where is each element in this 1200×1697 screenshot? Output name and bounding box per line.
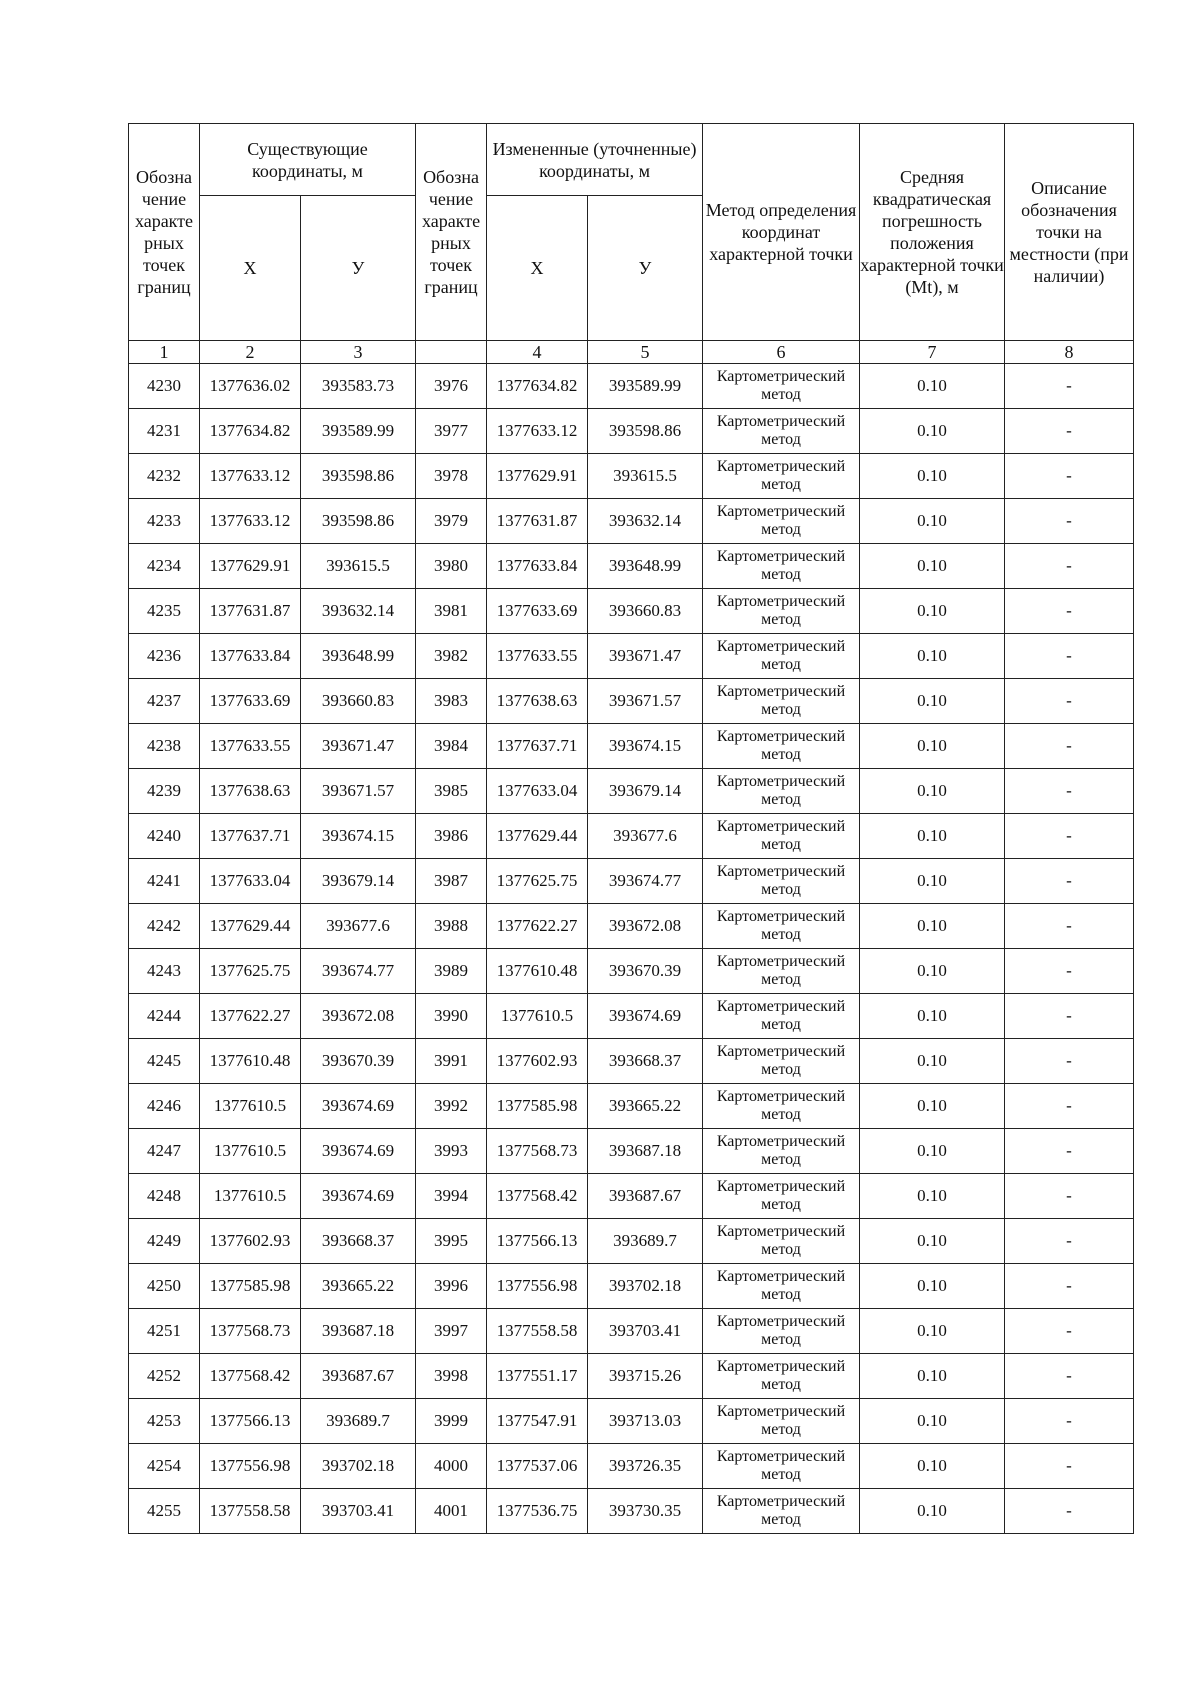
changed-y-cell: 393670.39: [588, 949, 703, 994]
changed-x-cell: 1377537.06: [487, 1444, 588, 1489]
table-row: [129, 949, 1134, 994]
changed-x-cell: 1377610.48: [487, 949, 588, 994]
method-cell: Картометрический метод: [703, 949, 860, 994]
new-point-designation-cell: 3991: [416, 1039, 487, 1084]
table-body: [129, 364, 1134, 1534]
table-row: [129, 859, 1134, 904]
existing-x-cell: 1377568.73: [200, 1309, 301, 1354]
changed-y-cell: 393674.15: [588, 724, 703, 769]
existing-x-cell: 1377566.13: [200, 1399, 301, 1444]
existing-x-cell: 1377568.42: [200, 1354, 301, 1399]
table-row: [129, 364, 1134, 409]
method-cell: Картометрический метод: [703, 364, 860, 409]
point-designation-cell: 4240: [129, 814, 200, 859]
point-designation-cell: 4254: [129, 1444, 200, 1489]
error-cell: 0.10: [860, 724, 1005, 769]
description-cell: -: [1005, 724, 1134, 769]
column-number: 3: [301, 341, 416, 364]
changed-x-cell: 1377568.73: [487, 1129, 588, 1174]
changed-y-cell: 393689.7: [588, 1219, 703, 1264]
method-cell: Картометрический метод: [703, 1129, 860, 1174]
error-cell: 0.10: [860, 904, 1005, 949]
table-row: [129, 679, 1134, 724]
point-designation-cell: 4233: [129, 499, 200, 544]
changed-y-cell: 393730.35: [588, 1489, 703, 1534]
method-cell: Картометрический метод: [703, 859, 860, 904]
existing-y-cell: 393703.41: [301, 1489, 416, 1534]
table-row: [129, 1489, 1134, 1534]
method-cell: Картометрический метод: [703, 724, 860, 769]
error-cell: 0.10: [860, 544, 1005, 589]
existing-y-cell: 393668.37: [301, 1219, 416, 1264]
point-designation-cell: 4250: [129, 1264, 200, 1309]
description-cell: -: [1005, 1354, 1134, 1399]
description-cell: -: [1005, 1039, 1134, 1084]
new-point-designation-cell: 3984: [416, 724, 487, 769]
existing-x-cell: 1377633.84: [200, 634, 301, 679]
changed-y-cell: 393687.18: [588, 1129, 703, 1174]
existing-x-cell: 1377633.69: [200, 679, 301, 724]
column-number: 1: [129, 341, 200, 364]
table-header: [129, 124, 1134, 364]
table-row: [129, 1039, 1134, 1084]
changed-x-cell: 1377629.91: [487, 454, 588, 499]
new-point-designation-cell: 3978: [416, 454, 487, 499]
new-point-designation-cell: 3983: [416, 679, 487, 724]
existing-x-cell: 1377610.5: [200, 1129, 301, 1174]
table-row: [129, 1219, 1134, 1264]
description-cell: -: [1005, 1174, 1134, 1219]
description-cell: -: [1005, 1399, 1134, 1444]
changed-y-cell: 393598.86: [588, 409, 703, 454]
method-cell: Картометрический метод: [703, 1444, 860, 1489]
point-designation-cell: 4234: [129, 544, 200, 589]
existing-x-cell: 1377631.87: [200, 589, 301, 634]
changed-y-cell: 393674.77: [588, 859, 703, 904]
table-row: [129, 1129, 1134, 1174]
header-method: Метод определения координат характерной точки: [703, 124, 860, 341]
changed-x-cell: 1377633.04: [487, 769, 588, 814]
new-point-designation-cell: 3982: [416, 634, 487, 679]
changed-y-cell: 393715.26: [588, 1354, 703, 1399]
new-point-designation-cell: 3985: [416, 769, 487, 814]
existing-x-cell: 1377636.02: [200, 364, 301, 409]
header-changed-y: У: [588, 196, 703, 341]
column-number: 4: [487, 341, 588, 364]
existing-x-cell: 1377637.71: [200, 814, 301, 859]
existing-x-cell: 1377634.82: [200, 409, 301, 454]
changed-y-cell: 393665.22: [588, 1084, 703, 1129]
changed-y-cell: 393687.67: [588, 1174, 703, 1219]
description-cell: -: [1005, 1489, 1134, 1534]
point-designation-cell: 4238: [129, 724, 200, 769]
table-row: [129, 589, 1134, 634]
description-cell: -: [1005, 679, 1134, 724]
description-cell: -: [1005, 1309, 1134, 1354]
changed-x-cell: 1377631.87: [487, 499, 588, 544]
error-cell: 0.10: [860, 949, 1005, 994]
existing-y-cell: 393671.57: [301, 769, 416, 814]
existing-y-cell: 393598.86: [301, 499, 416, 544]
new-point-designation-cell: 3986: [416, 814, 487, 859]
description-cell: -: [1005, 454, 1134, 499]
new-point-designation-cell: 3987: [416, 859, 487, 904]
point-designation-cell: 4255: [129, 1489, 200, 1534]
changed-x-cell: 1377625.75: [487, 859, 588, 904]
table-row: [129, 1399, 1134, 1444]
point-designation-cell: 4252: [129, 1354, 200, 1399]
new-point-designation-cell: 3999: [416, 1399, 487, 1444]
method-cell: Картометрический метод: [703, 904, 860, 949]
existing-y-cell: 393589.99: [301, 409, 416, 454]
method-cell: Картометрический метод: [703, 769, 860, 814]
changed-x-cell: 1377568.42: [487, 1174, 588, 1219]
table-row: [129, 499, 1134, 544]
changed-y-cell: 393589.99: [588, 364, 703, 409]
changed-x-cell: 1377585.98: [487, 1084, 588, 1129]
changed-y-cell: 393671.47: [588, 634, 703, 679]
new-point-designation-cell: 3979: [416, 499, 487, 544]
new-point-designation-cell: 3989: [416, 949, 487, 994]
description-cell: -: [1005, 634, 1134, 679]
changed-y-cell: 393713.03: [588, 1399, 703, 1444]
column-number: 7: [860, 341, 1005, 364]
error-cell: 0.10: [860, 1084, 1005, 1129]
method-cell: Картометрический метод: [703, 544, 860, 589]
new-point-designation-cell: 3996: [416, 1264, 487, 1309]
existing-y-cell: 393687.18: [301, 1309, 416, 1354]
existing-y-cell: 393671.47: [301, 724, 416, 769]
method-cell: Картометрический метод: [703, 1399, 860, 1444]
existing-y-cell: 393660.83: [301, 679, 416, 724]
existing-y-cell: 393674.77: [301, 949, 416, 994]
description-cell: -: [1005, 589, 1134, 634]
changed-y-cell: 393632.14: [588, 499, 703, 544]
description-cell: -: [1005, 364, 1134, 409]
changed-x-cell: 1377556.98: [487, 1264, 588, 1309]
header-existing-x: Х: [200, 196, 301, 341]
changed-x-cell: 1377633.12: [487, 409, 588, 454]
error-cell: 0.10: [860, 769, 1005, 814]
error-cell: 0.10: [860, 634, 1005, 679]
table-row: [129, 994, 1134, 1039]
description-cell: -: [1005, 1444, 1134, 1489]
error-cell: 0.10: [860, 409, 1005, 454]
description-cell: -: [1005, 814, 1134, 859]
changed-x-cell: 1377633.69: [487, 589, 588, 634]
existing-x-cell: 1377610.48: [200, 1039, 301, 1084]
new-point-designation-cell: 3990: [416, 994, 487, 1039]
existing-x-cell: 1377629.91: [200, 544, 301, 589]
column-number: 2: [200, 341, 301, 364]
table-row: [129, 634, 1134, 679]
table-row: [129, 409, 1134, 454]
error-cell: 0.10: [860, 1129, 1005, 1174]
description-cell: -: [1005, 544, 1134, 589]
point-designation-cell: 4239: [129, 769, 200, 814]
method-cell: Картометрический метод: [703, 1039, 860, 1084]
new-point-designation-cell: 3980: [416, 544, 487, 589]
changed-y-cell: 393674.69: [588, 994, 703, 1039]
header-description: Описание обозначения точки на местности (при наличии): [1005, 124, 1134, 341]
method-cell: Картометрический метод: [703, 1174, 860, 1219]
point-designation-cell: 4235: [129, 589, 200, 634]
existing-x-cell: 1377629.44: [200, 904, 301, 949]
error-cell: 0.10: [860, 1219, 1005, 1264]
new-point-designation-cell: 3998: [416, 1354, 487, 1399]
header-existing-y: У: [301, 196, 416, 341]
method-cell: Картометрический метод: [703, 994, 860, 1039]
changed-y-cell: 393615.5: [588, 454, 703, 499]
new-point-designation-cell: 4000: [416, 1444, 487, 1489]
existing-x-cell: 1377556.98: [200, 1444, 301, 1489]
changed-x-cell: 1377629.44: [487, 814, 588, 859]
method-cell: Картометрический метод: [703, 634, 860, 679]
changed-x-cell: 1377602.93: [487, 1039, 588, 1084]
existing-x-cell: 1377633.12: [200, 499, 301, 544]
existing-y-cell: 393674.69: [301, 1174, 416, 1219]
new-point-designation-cell: 3997: [416, 1309, 487, 1354]
point-designation-cell: 4241: [129, 859, 200, 904]
existing-x-cell: 1377633.55: [200, 724, 301, 769]
table-row: [129, 454, 1134, 499]
description-cell: -: [1005, 409, 1134, 454]
error-cell: 0.10: [860, 1039, 1005, 1084]
existing-y-cell: 393598.86: [301, 454, 416, 499]
point-designation-cell: 4230: [129, 364, 200, 409]
description-cell: -: [1005, 994, 1134, 1039]
column-number: [416, 341, 487, 364]
table-row: [129, 769, 1134, 814]
existing-y-cell: 393615.5: [301, 544, 416, 589]
existing-x-cell: 1377610.5: [200, 1174, 301, 1219]
existing-x-cell: 1377633.12: [200, 454, 301, 499]
method-cell: Картометрический метод: [703, 499, 860, 544]
method-cell: Картометрический метод: [703, 1219, 860, 1264]
description-cell: -: [1005, 1129, 1134, 1174]
table-row: [129, 814, 1134, 859]
existing-y-cell: 393687.67: [301, 1354, 416, 1399]
existing-y-cell: 393677.6: [301, 904, 416, 949]
error-cell: 0.10: [860, 1489, 1005, 1534]
changed-x-cell: 1377622.27: [487, 904, 588, 949]
existing-x-cell: 1377633.04: [200, 859, 301, 904]
existing-y-cell: 393689.7: [301, 1399, 416, 1444]
header-existing-coordinates: Существующие координаты, м: [200, 124, 416, 196]
new-point-designation-cell: 3993: [416, 1129, 487, 1174]
column-number: 5: [588, 341, 703, 364]
error-cell: 0.10: [860, 1174, 1005, 1219]
error-cell: 0.10: [860, 499, 1005, 544]
changed-y-cell: 393677.6: [588, 814, 703, 859]
existing-y-cell: 393672.08: [301, 994, 416, 1039]
new-point-designation-cell: 3981: [416, 589, 487, 634]
method-cell: Картометрический метод: [703, 409, 860, 454]
error-cell: 0.10: [860, 454, 1005, 499]
header-error: Средняя квадратическая погрешность положения характерной точки (Мt), м: [860, 124, 1005, 341]
description-cell: -: [1005, 769, 1134, 814]
column-number: 8: [1005, 341, 1134, 364]
changed-y-cell: 393672.08: [588, 904, 703, 949]
changed-y-cell: 393703.41: [588, 1309, 703, 1354]
existing-y-cell: 393679.14: [301, 859, 416, 904]
changed-x-cell: 1377536.75: [487, 1489, 588, 1534]
table-row: [129, 1354, 1134, 1399]
column-number: 6: [703, 341, 860, 364]
new-point-designation-cell: 3995: [416, 1219, 487, 1264]
header-changed-coordinates: Измененные (уточненные) координаты, м: [487, 124, 703, 196]
point-designation-cell: 4236: [129, 634, 200, 679]
error-cell: 0.10: [860, 589, 1005, 634]
changed-y-cell: 393702.18: [588, 1264, 703, 1309]
existing-x-cell: 1377558.58: [200, 1489, 301, 1534]
description-cell: -: [1005, 1084, 1134, 1129]
point-designation-cell: 4231: [129, 409, 200, 454]
table-row: [129, 1444, 1134, 1489]
error-cell: 0.10: [860, 679, 1005, 724]
error-cell: 0.10: [860, 1264, 1005, 1309]
description-cell: -: [1005, 1219, 1134, 1264]
error-cell: 0.10: [860, 1354, 1005, 1399]
changed-y-cell: 393648.99: [588, 544, 703, 589]
point-designation-cell: 4244: [129, 994, 200, 1039]
table-row: [129, 1264, 1134, 1309]
method-cell: Картометрический метод: [703, 679, 860, 724]
changed-y-cell: 393660.83: [588, 589, 703, 634]
table-row: [129, 1309, 1134, 1354]
point-designation-cell: 4232: [129, 454, 200, 499]
method-cell: Картометрический метод: [703, 814, 860, 859]
existing-x-cell: 1377625.75: [200, 949, 301, 994]
method-cell: Картометрический метод: [703, 1309, 860, 1354]
description-cell: -: [1005, 1264, 1134, 1309]
error-cell: 0.10: [860, 859, 1005, 904]
existing-y-cell: 393670.39: [301, 1039, 416, 1084]
table-row: [129, 724, 1134, 769]
header-designation-2: Обозна чение характе рных точек границ: [416, 124, 487, 341]
error-cell: 0.10: [860, 1309, 1005, 1354]
table-row: [129, 1174, 1134, 1219]
existing-x-cell: 1377610.5: [200, 1084, 301, 1129]
changed-x-cell: 1377637.71: [487, 724, 588, 769]
changed-x-cell: 1377547.91: [487, 1399, 588, 1444]
point-designation-cell: 4247: [129, 1129, 200, 1174]
header-changed-x: Х: [487, 196, 588, 341]
description-cell: -: [1005, 949, 1134, 994]
new-point-designation-cell: 3976: [416, 364, 487, 409]
method-cell: Картометрический метод: [703, 1264, 860, 1309]
existing-x-cell: 1377602.93: [200, 1219, 301, 1264]
method-cell: Картометрический метод: [703, 589, 860, 634]
existing-y-cell: 393632.14: [301, 589, 416, 634]
table-row: [129, 904, 1134, 949]
description-cell: -: [1005, 904, 1134, 949]
existing-y-cell: 393702.18: [301, 1444, 416, 1489]
error-cell: 0.10: [860, 1399, 1005, 1444]
coordinates-table: [128, 123, 1134, 1534]
new-point-designation-cell: 3977: [416, 409, 487, 454]
existing-y-cell: 393648.99: [301, 634, 416, 679]
method-cell: Картометрический метод: [703, 454, 860, 499]
changed-y-cell: 393671.57: [588, 679, 703, 724]
changed-y-cell: 393668.37: [588, 1039, 703, 1084]
new-point-designation-cell: 3994: [416, 1174, 487, 1219]
changed-y-cell: 393679.14: [588, 769, 703, 814]
table-row: [129, 1084, 1134, 1129]
error-cell: 0.10: [860, 994, 1005, 1039]
point-designation-cell: 4243: [129, 949, 200, 994]
method-cell: Картометрический метод: [703, 1354, 860, 1399]
point-designation-cell: 4253: [129, 1399, 200, 1444]
point-designation-cell: 4246: [129, 1084, 200, 1129]
column-numbers-row: [129, 341, 1134, 364]
description-cell: -: [1005, 859, 1134, 904]
existing-y-cell: 393583.73: [301, 364, 416, 409]
changed-x-cell: 1377558.58: [487, 1309, 588, 1354]
table-row: [129, 544, 1134, 589]
point-designation-cell: 4251: [129, 1309, 200, 1354]
header-designation: Обозна чение характе рных точек границ: [129, 124, 200, 341]
existing-x-cell: 1377622.27: [200, 994, 301, 1039]
point-designation-cell: 4249: [129, 1219, 200, 1264]
existing-y-cell: 393665.22: [301, 1264, 416, 1309]
point-designation-cell: 4242: [129, 904, 200, 949]
changed-x-cell: 1377638.63: [487, 679, 588, 724]
changed-x-cell: 1377633.84: [487, 544, 588, 589]
method-cell: Картометрический метод: [703, 1084, 860, 1129]
point-designation-cell: 4248: [129, 1174, 200, 1219]
description-cell: -: [1005, 499, 1134, 544]
existing-x-cell: 1377638.63: [200, 769, 301, 814]
existing-y-cell: 393674.69: [301, 1084, 416, 1129]
point-designation-cell: 4237: [129, 679, 200, 724]
changed-x-cell: 1377610.5: [487, 994, 588, 1039]
existing-y-cell: 393674.69: [301, 1129, 416, 1174]
error-cell: 0.10: [860, 364, 1005, 409]
existing-y-cell: 393674.15: [301, 814, 416, 859]
point-designation-cell: 4245: [129, 1039, 200, 1084]
existing-x-cell: 1377585.98: [200, 1264, 301, 1309]
error-cell: 0.10: [860, 814, 1005, 859]
changed-x-cell: 1377551.17: [487, 1354, 588, 1399]
changed-x-cell: 1377566.13: [487, 1219, 588, 1264]
changed-y-cell: 393726.35: [588, 1444, 703, 1489]
changed-x-cell: 1377634.82: [487, 364, 588, 409]
new-point-designation-cell: 3992: [416, 1084, 487, 1129]
changed-x-cell: 1377633.55: [487, 634, 588, 679]
method-cell: Картометрический метод: [703, 1489, 860, 1534]
new-point-designation-cell: 4001: [416, 1489, 487, 1534]
error-cell: 0.10: [860, 1444, 1005, 1489]
new-point-designation-cell: 3988: [416, 904, 487, 949]
